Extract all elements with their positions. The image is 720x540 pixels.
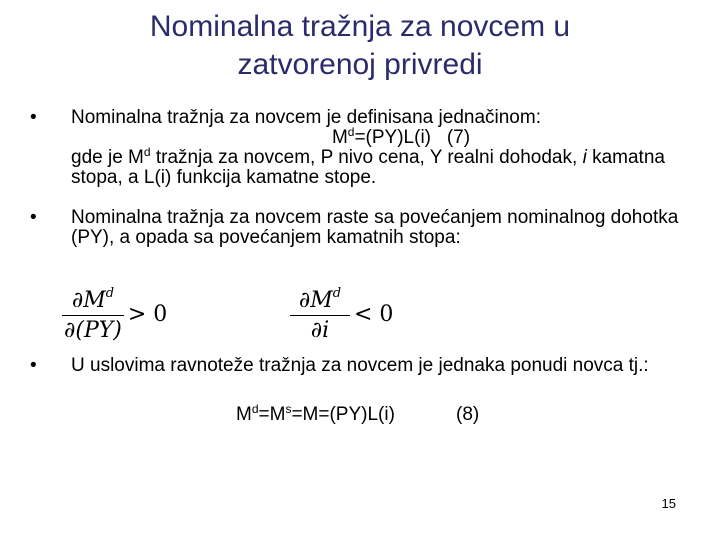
bullet-marker-2: • [30, 207, 37, 228]
bullet-1-definition: gde je $M^d$ tražnja za novcem, P nivo cena, Y realni dohodak, i kamatna stopa, a L(i) funkcija kamatne stope. [71, 145, 676, 188]
title-line-2: zatvorenoj privredi [237, 48, 483, 81]
bullet-marker-1: • [30, 107, 37, 128]
derivative-i: $\frac{\partial M^d}{\partial i}$ < 0 [290, 286, 393, 343]
bullet-3-text: U uslovima ravnoteže tražnja za novcem je jednaka ponudi novca tj.: [71, 355, 649, 376]
bullet-marker-3: • [30, 355, 37, 376]
derivative-py: $\frac{\partial M^d}{\partial(PY)}$ > 0 [64, 286, 168, 343]
slide-title [0, 8, 720, 84]
equation-8-number: (8) [456, 404, 480, 425]
bullet-1-text [71, 108, 691, 188]
page-number: 15 [661, 496, 676, 511]
equation-8: $M^d=M^s=M=(PY)L(i)$ [236, 402, 395, 425]
bullet-1-intro: Nominalna tražnja za novcem je definisana jednačinom: [71, 107, 541, 128]
bullet-2-text: Nominalna tražnja za novcem raste sa povećanjem nominalnog dohotka (PY), a opada sa povećanjem kamatnih stopa: [71, 207, 679, 248]
equation-7: $M^d=(PY)L(i)$ (7) [331, 125, 471, 148]
title-line-1: Nominalna tražnja za novcem u [149, 10, 571, 43]
